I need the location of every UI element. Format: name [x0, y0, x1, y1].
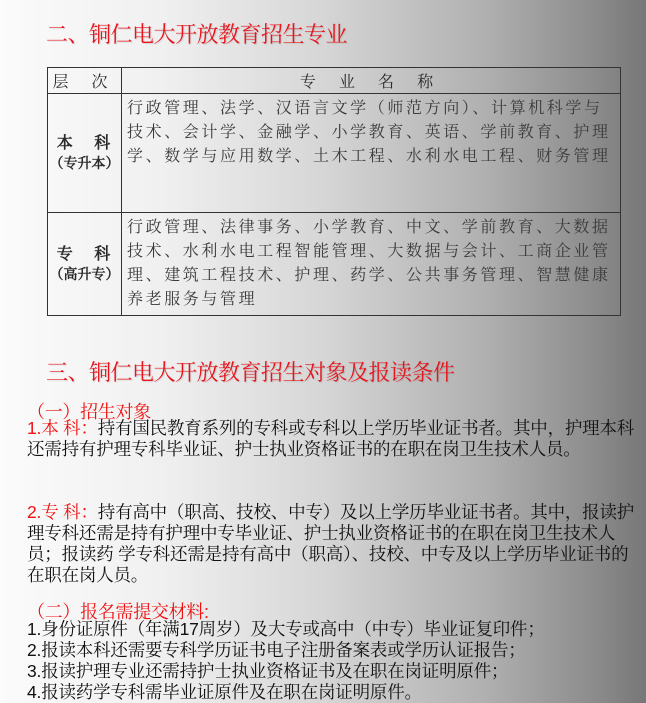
level-label: 专 科 [56, 244, 119, 263]
table-row [48, 94, 621, 213]
subsection-title-materials: （二）报名需提交材料: [27, 602, 209, 622]
header-major-name: 专 业 名 称 [122, 68, 621, 94]
section-title-admission: 三、铜仁电大开放教育招生对象及报读条件 [46, 361, 455, 386]
target-item-undergrad [27, 418, 637, 460]
subsection-title-targets: （一）招生对象 [27, 402, 151, 422]
list-item: 2.报读本科还需要专科学历证书电子注册备案表或学历认证报告； [27, 640, 526, 660]
level-sublabel: （高升专） [49, 267, 120, 283]
section-title-majors: 二、铜仁电大开放教育招生专业 [46, 23, 348, 48]
item-label: 1.本 科： [27, 418, 98, 438]
list-item: 3.报读护理专业还需持护士执业资格证书及在职在岗证明原件； [27, 661, 509, 681]
majors-table [47, 67, 621, 316]
item-label: 2.专 科： [27, 502, 98, 522]
table-row [48, 213, 621, 316]
header-level: 层 次 [48, 68, 122, 94]
item-text: 持有国民教育系列的专科或专科以上学历毕业证书者。其中，护理本科还需持有护理专科毕业证、护士执业资格证书的在职在岗卫生技术人员。 [27, 418, 635, 459]
level-sublabel: （专升本） [49, 156, 120, 172]
target-item-college [27, 502, 637, 586]
majors-list: 行政管理、法学、汉语言文学（师范方向）、计算机科学与技术、会计学、金融学、小学教育、英语、学前教育、护理学、数学与应用数学、土木工程、水利水电工程、财务管理 [122, 94, 621, 213]
level-label: 本 科 [56, 133, 119, 152]
item-text: 持有高中（职高、技校、中专）及以上学历毕业证书者。其中，报读护理专科还需是持有护理中专毕业证、护士执业资格证书的在职在岗卫生技术人员；报读药 学专科还需是持有高中（职高）、技校、中专及以上学历毕业证书的在职在岗人员。 [27, 502, 635, 585]
list-item: 1.身份证原件（年满17周岁）及大专或高中（中专）毕业证复印件； [27, 619, 545, 639]
level-cell-college [48, 213, 122, 316]
majors-list: 行政管理、法律事务、小学教育、中文、学前教育、大数据技术、水利水电工程智能管理、大数据与会计、工商企业管理、建筑工程技术、护理、药学、公共事务管理、智慧健康养老服务与管理 [122, 213, 621, 316]
level-cell-undergrad [48, 94, 122, 213]
list-item: 4.报读药学专科需毕业证原件及在职在岗证明原件。 [27, 682, 422, 702]
materials-list [27, 619, 637, 703]
table-header-row [48, 68, 621, 94]
